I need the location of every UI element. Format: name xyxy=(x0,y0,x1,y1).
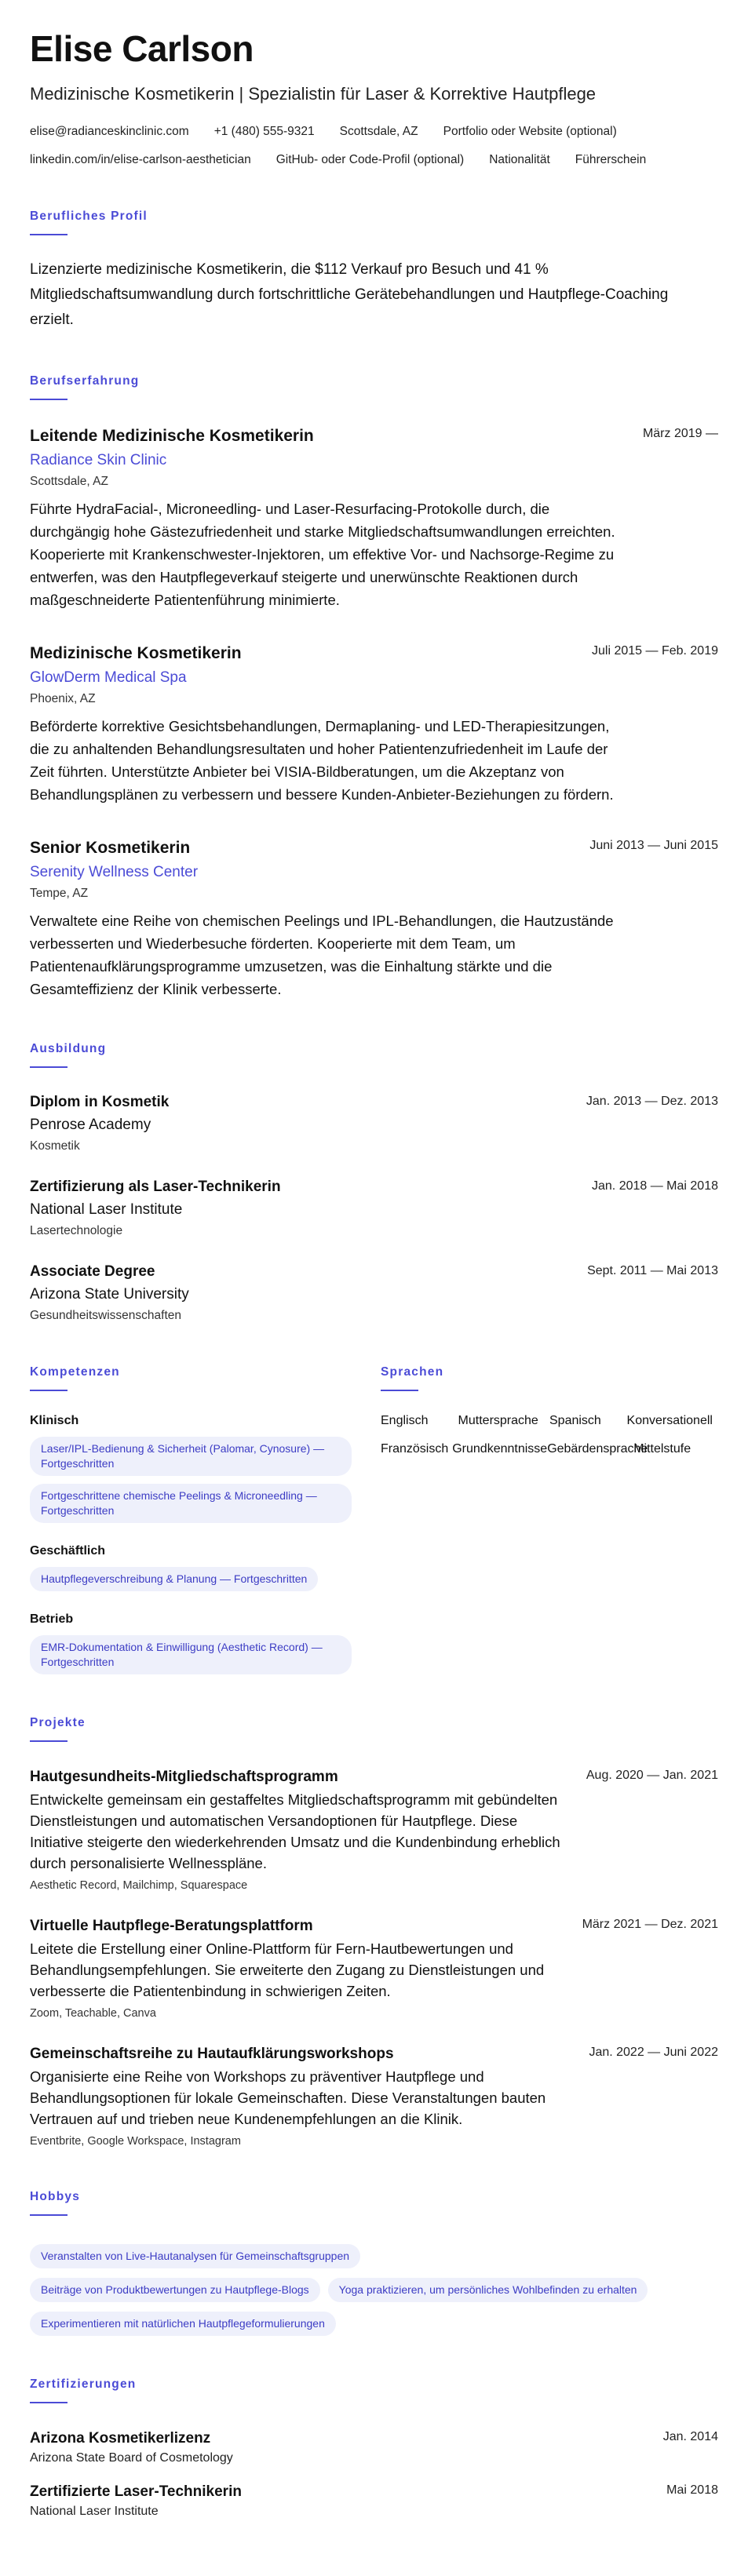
language-row xyxy=(381,1441,718,1457)
project-description: Leitete die Erstellung einer Online-Plattform für Fern-Hautbewertungen und Behandlungsempfehlungen. Sie erweiterte den Zugang zu Dienstleistungen und verbesserte die Patientenbindung in schwierigen Zeiten. xyxy=(30,1940,545,1999)
project-tools: Eventbrite, Google Workspace, Instagram xyxy=(30,2135,241,2148)
projects-section xyxy=(30,1715,718,2148)
skill-category: Geschäftlich xyxy=(30,1544,106,1558)
section-divider xyxy=(30,399,68,400)
language-name: Spanisch xyxy=(549,1414,601,1427)
contact-portfolio[interactable]: Portfolio oder Website (optional) xyxy=(443,125,617,138)
hobby-tag: Beiträge von Produktbewertungen zu Hautpflege-Blogs xyxy=(30,2278,320,2302)
project-entry xyxy=(30,1916,718,2020)
employer: GlowDerm Medical Spa xyxy=(30,669,187,686)
hobby-tag: Experimentieren mit natürlichen Hautpflegeformulierungen xyxy=(30,2312,336,2336)
project-title: Hautgesundheits-Mitgliedschaftsprogramm xyxy=(30,1769,338,1785)
project-entry xyxy=(30,1767,718,1893)
language-name: Gebärdensprache xyxy=(547,1442,648,1456)
contact-phone[interactable]: +1 (480) 555-9321 xyxy=(213,125,315,138)
certifications-section xyxy=(30,2377,718,2520)
field-of-study: Kosmetik xyxy=(30,1139,80,1153)
section-divider xyxy=(30,1390,68,1391)
section-title: Berufserfahrung xyxy=(30,374,140,388)
project-tools: Zoom, Teachable, Canva xyxy=(30,2007,156,2020)
profile-section xyxy=(30,209,718,333)
language-name: Englisch xyxy=(381,1414,429,1427)
language-level: Muttersprache xyxy=(458,1414,538,1427)
job-location: Scottsdale, AZ xyxy=(30,475,108,488)
certification-title: Zertifizierte Laser-Technikerin xyxy=(30,2483,242,2500)
skill-tag: Hautpflegeverschreibung & Planung — Fortgeschritten xyxy=(30,1567,318,1591)
experience-entry xyxy=(30,837,718,1000)
candidate-name: Elise Carlson xyxy=(30,28,254,69)
contact-nationality: Nationalität xyxy=(489,153,550,166)
section-divider xyxy=(30,1740,68,1742)
section-title: Sprachen xyxy=(381,1365,444,1379)
contact-drivers-license: Führerschein xyxy=(575,153,647,166)
experience-section xyxy=(30,373,718,1000)
section-title: Projekte xyxy=(30,1716,86,1729)
project-title: Virtuelle Hautpflege-Beratungsplattform xyxy=(30,1918,313,1934)
experience-entry xyxy=(30,425,718,611)
certification-date: Jan. 2014 xyxy=(662,2430,718,2443)
headline: Medizinische Kosmetikerin | Spezialistin für Laser & Korrektive Hautpflege xyxy=(30,84,597,104)
hobbies-section xyxy=(30,2189,718,2336)
section-title: Kompetenzen xyxy=(30,1365,120,1379)
language-row xyxy=(381,1413,718,1429)
certification-issuer: Arizona State Board of Cosmetology xyxy=(30,2451,233,2465)
skill-tag: EMR-Dokumentation & Einwilligung (Aesthetic Record) — Fortgeschritten xyxy=(30,1635,352,1674)
job-description: Verwaltete eine Reihe von chemischen Peelings und IPL-Behandlungen, die Hautzustände verbesserten und Wiederbesuche förderten. Kooperierte mit dem Team, um Patientenaufklärungsprogramme umzusetzen, was die Einhaltung stärkte und die Gesamteffizienz der Klinik verbesserte. xyxy=(30,913,614,997)
job-description: Beförderte korrektive Gesichtsbehandlungen, Dermaplaning- und LED-Therapiesitzungen, die zu anhaltenden Behandlungsresultaten und hoher Patientenzufriedenheit im Laufe der Zeit führten. Unterstützte Anbieter bei VISIA-Bildberatungen, um die Akzeptanz von Behandlungsplänen zu verbessern und bessere Kunden-Anbieter-Beziehungen zu fördern. xyxy=(30,718,614,803)
languages-section xyxy=(381,1365,718,1674)
project-date: Aug. 2020 — Jan. 2021 xyxy=(586,1769,718,1782)
section-divider xyxy=(30,1066,68,1068)
section-divider xyxy=(30,2402,68,2403)
certification-title: Arizona Kosmetikerlizenz xyxy=(30,2430,211,2447)
job-date: Juni 2013 — Juni 2015 xyxy=(589,839,718,852)
job-location: Phoenix, AZ xyxy=(30,692,96,705)
skills-section xyxy=(30,1365,381,1674)
section-divider xyxy=(381,1390,418,1391)
section-title: Hobbys xyxy=(30,2190,81,2203)
job-date: Juli 2015 — Feb. 2019 xyxy=(592,644,718,658)
certification-entry xyxy=(30,2428,718,2466)
school-name: Arizona State University xyxy=(30,1286,189,1303)
education-entry xyxy=(30,1178,718,1239)
section-divider xyxy=(30,234,68,235)
project-entry xyxy=(30,2044,718,2148)
education-date: Jan. 2013 — Dez. 2013 xyxy=(586,1095,718,1108)
section-title: Ausbildung xyxy=(30,1042,107,1055)
school-name: Penrose Academy xyxy=(30,1117,151,1133)
profile-summary: Lizenzierte medizinische Kosmetikerin, die $112 Verkauf pro Besuch und 41 % Mitgliedschaftsumwandlung durch fortschrittliche Gerätebehandlungen und Hautpflege-Coaching erzielt. xyxy=(30,261,669,328)
contact-email[interactable]: elise@radianceskinclinic.com xyxy=(30,125,189,138)
certification-entry xyxy=(30,2482,718,2520)
field-of-study: Gesundheitswissenschaften xyxy=(30,1309,182,1322)
language-level: Mittelstufe xyxy=(633,1442,691,1456)
contact-linkedin[interactable]: linkedin.com/in/elise-carlson-aesthetician xyxy=(30,153,251,166)
job-title: Leitende Medizinische Kosmetikerin xyxy=(30,427,314,445)
job-title: Senior Kosmetikerin xyxy=(30,839,191,857)
employer: Radiance Skin Clinic xyxy=(30,452,167,468)
school-name: National Laser Institute xyxy=(30,1201,183,1218)
skill-tag: Fortgeschrittene chemische Peelings & Microneedling — Fortgeschritten xyxy=(30,1484,352,1523)
project-date: Jan. 2022 — Juni 2022 xyxy=(589,2046,718,2059)
project-description: Organisierte eine Reihe von Workshops zu präventiver Hautpflege und Behandlungsoptionen für lokale Gemeinschaften. Diese Veranstaltungen bauten Vertrauen auf und trieben neue Kundenempfehlungen an die Klinik. xyxy=(30,2068,546,2127)
project-title: Gemeinschaftsreihe zu Hautaufklärungsworkshops xyxy=(30,2046,394,2062)
degree-title: Associate Degree xyxy=(30,1263,155,1280)
skill-category: Klinisch xyxy=(30,1414,79,1427)
certification-issuer: National Laser Institute xyxy=(30,2505,159,2518)
job-date: März 2019 — xyxy=(642,427,718,440)
job-location: Tempe, AZ xyxy=(30,887,89,900)
education-date: Jan. 2018 — Mai 2018 xyxy=(592,1179,718,1193)
hobby-tag: Veranstalten von Live-Hautanalysen für Gemeinschaftsgruppen xyxy=(30,2244,360,2268)
hobby-tag: Yoga praktizieren, um persönliches Wohlbefinden zu erhalten xyxy=(328,2278,648,2302)
skills-languages-row xyxy=(30,1365,718,1674)
section-title: Berufliches Profil xyxy=(30,210,148,223)
experience-entry xyxy=(30,643,718,806)
employer: Serenity Wellness Center xyxy=(30,864,199,880)
education-entry xyxy=(30,1262,718,1324)
project-date: März 2021 — Dez. 2021 xyxy=(582,1918,718,1931)
education-section xyxy=(30,1041,718,1324)
hobby-list xyxy=(30,2235,718,2336)
education-entry xyxy=(30,1093,718,1154)
degree-title: Zertifizierung als Laser-Technikerin xyxy=(30,1179,281,1195)
contact-list xyxy=(30,124,718,168)
skill-tag: Laser/IPL-Bedienung & Sicherheit (Palomar, Cynosure) — Fortgeschritten xyxy=(30,1437,352,1476)
language-level: Grundkenntnisse xyxy=(452,1442,548,1456)
project-tools: Aesthetic Record, Mailchimp, Squarespace xyxy=(30,1879,248,1892)
job-title: Medizinische Kosmetikerin xyxy=(30,644,242,662)
certification-date: Mai 2018 xyxy=(666,2483,718,2497)
project-description: Entwickelte gemeinsam ein gestaffeltes Mitgliedschaftsprogramm mit gebündelten Dienstleistungen und automatischen Versandoptionen für Hautpflege. Diese Initiative steigerte den wiederkehrenden Umsatz und die Kundenbindung erheblich durch personalisierte Wellnesspläne. xyxy=(30,1791,560,1871)
job-description: Führte HydraFacial-, Microneedling- und Laser-Resurfacing-Protokolle durch, die durchgängig hohe Gästezufriedenheit und starke Mitgliedschaftsumwandlungen erreichten. Kooperierte mit Krankenschwester-Injektoren, um effektive Vor- und Nachsorge-Regime zu entwerfen, was den Hautpflegeverkauf steigerte und unerwünschte Reaktionen durch maßgeschneiderte Patientenführung minimierte. xyxy=(30,501,615,608)
skill-category: Betrieb xyxy=(30,1612,74,1626)
language-level: Konversationell xyxy=(626,1414,713,1427)
field-of-study: Lasertechnologie xyxy=(30,1224,123,1237)
section-title: Zertifizierungen xyxy=(30,2377,137,2391)
language-name: Französisch xyxy=(381,1442,449,1456)
degree-title: Diplom in Kosmetik xyxy=(30,1094,170,1110)
section-divider xyxy=(30,2214,68,2216)
contact-location: Scottsdale, AZ xyxy=(339,125,418,138)
education-date: Sept. 2011 — Mai 2013 xyxy=(587,1264,718,1277)
contact-github[interactable]: GitHub- oder Code-Profil (optional) xyxy=(275,153,465,166)
